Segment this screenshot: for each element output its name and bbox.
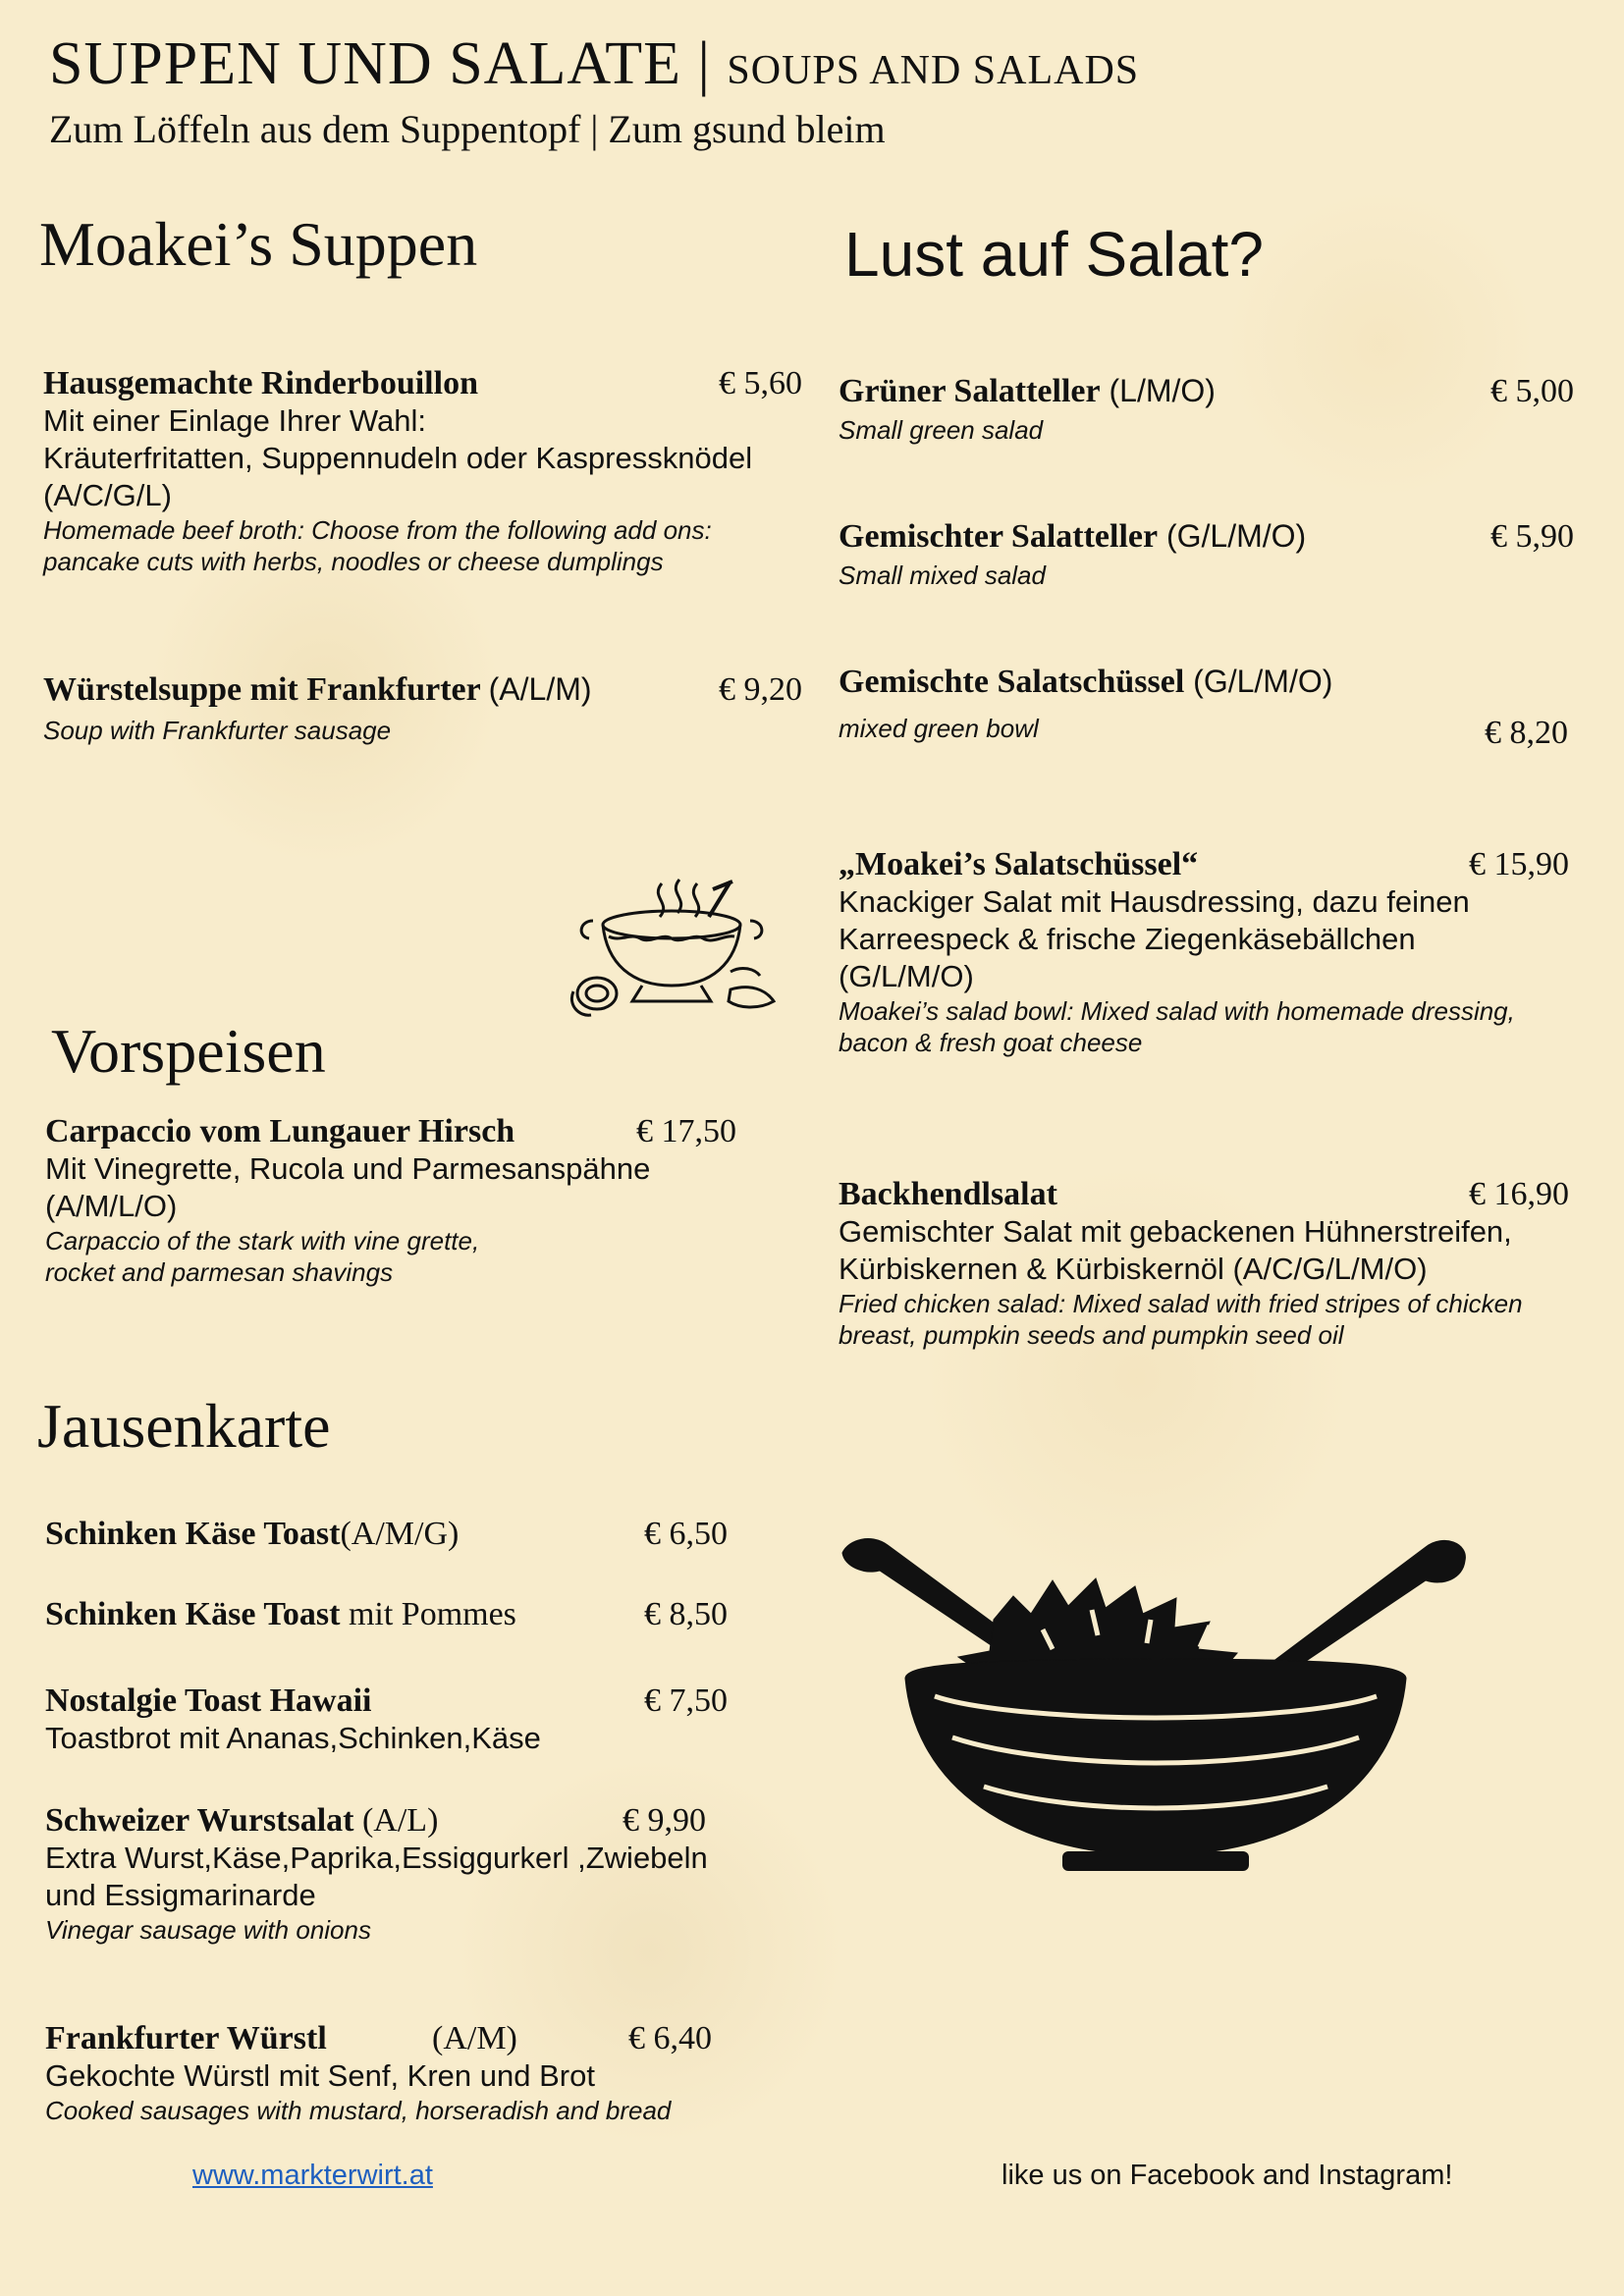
item-price: € 6,40 — [628, 2020, 712, 2056]
heading-salat: Lust auf Salat? — [844, 219, 1264, 290]
item-price: € 5,00 — [1490, 373, 1574, 409]
item-english: Soup with Frankfurter sausage — [43, 716, 392, 745]
item-price: € 6,50 — [644, 1516, 728, 1552]
item-english: Moakei’s salad bowl: Mixed salad with homemade dressing, bacon & fresh goat cheese — [839, 996, 1515, 1057]
item-price: € 5,60 — [719, 365, 802, 401]
soup-tureen-icon — [564, 874, 780, 1031]
item-name: Würstelsuppe mit Frankfurter (A/L/M) — [43, 671, 592, 708]
menu-item-frankfurter-wuerstl — [45, 2020, 791, 2126]
item-english: Vinegar sausage with onions — [45, 1915, 371, 1945]
title-english: SOUPS AND SALADS — [727, 48, 1140, 93]
menu-item-backhendlsalat — [839, 1176, 1585, 1351]
heading-vorspeisen: Vorspeisen — [51, 1016, 326, 1086]
menu-item-wurstsalat — [45, 1802, 791, 1946]
menu-item-carpaccio — [45, 1113, 791, 1288]
item-price: € 15,90 — [1469, 846, 1569, 882]
title-separator: | — [697, 30, 711, 97]
item-name: Frankfurter Würstl — [45, 2020, 327, 2056]
item-name: Schinken Käse Toast mit Pommes — [45, 1596, 516, 1632]
menu-item-schinken-kaese-toast — [45, 1516, 791, 1553]
item-name: Schweizer Wurstsalat (A/L) — [45, 1802, 439, 1839]
item-description: Toastbrot mit Ananas,Schinken,Käse — [45, 1721, 541, 1755]
item-price: € 9,20 — [719, 671, 802, 708]
menu-item-gruener-salatteller — [839, 373, 1585, 446]
menu-item-moakeis-salatschuessel — [839, 846, 1585, 1058]
item-english: mixed green bowl — [839, 714, 1039, 743]
item-name: Hausgemachte Rinderbouillon — [43, 365, 478, 401]
item-english: Small green salad — [839, 415, 1044, 445]
title-german: SUPPEN UND SALATE — [49, 30, 681, 97]
menu-item-toast-hawaii — [45, 1682, 791, 1757]
item-english: Small mixed salad — [839, 561, 1046, 590]
item-price: € 5,90 — [1490, 518, 1574, 555]
item-name: Schinken Käse Toast(A/M/G) — [45, 1516, 460, 1552]
salad-bowl-icon — [837, 1531, 1475, 1885]
item-english: Homemade beef broth: Choose from the following add ons: pancake cuts with herbs, noodles or cheese dumplings — [43, 515, 712, 576]
item-description: Mit Vinegrette, Rucola und Parmesanspähne (A/M/L/O) — [45, 1151, 651, 1223]
heading-jausenkarte: Jausenkarte — [37, 1391, 331, 1461]
item-price: € 8,50 — [644, 1596, 728, 1632]
page-title — [49, 29, 1139, 99]
website-link[interactable]: www.markterwirt.at — [192, 2160, 433, 2191]
item-english: Fried chicken salad: Mixed salad with fried stripes of chicken breast, pumpkin seeds and pumpkin seed oil — [839, 1289, 1523, 1350]
menu-item-gemischte-salatschuessel — [839, 664, 1585, 751]
item-price: € 16,90 — [1469, 1176, 1569, 1212]
item-name: Backhendlsalat — [839, 1176, 1057, 1212]
item-name: Grüner Salatteller (L/M/O) — [839, 373, 1216, 409]
item-description: Extra Wurst,Käse,Paprika,Essiggurkerl ,Zwiebeln und Essigmarinarde — [45, 1841, 708, 1912]
item-price: € 17,50 — [636, 1113, 736, 1149]
social-media-note: like us on Facebook and Instagram! — [1001, 2160, 1453, 2191]
item-name: Carpaccio vom Lungauer Hirsch — [45, 1113, 515, 1149]
menu-item-schinken-kaese-toast-pommes — [45, 1596, 791, 1633]
page-subtitle: Zum Löffeln aus dem Suppentopf | Zum gsund bleim — [49, 107, 886, 151]
item-price: € 9,90 — [623, 1802, 706, 1839]
item-description: Gemischter Salat mit gebackenen Hühnerstreifen, Kürbiskernen & Kürbiskernöl (A/C/G/L/M/O) — [839, 1214, 1512, 1286]
item-description: Mit einer Einlage Ihrer Wahl: Kräuterfritatten, Suppennudeln oder Kaspressknödel (A/C/G/L) — [43, 403, 753, 512]
item-name: Gemischte Salatschüssel (G/L/M/O) — [839, 664, 1333, 700]
item-english: Cooked sausages with mustard, horseradish and bread — [45, 2096, 672, 2125]
menu-item-rinderbouillon — [43, 365, 819, 577]
menu-item-gemischter-salatteller — [839, 518, 1585, 591]
item-price: € 8,20 — [1485, 715, 1568, 751]
item-allergens: (A/M) — [432, 2020, 517, 2056]
heading-suppen: Moakei’s Suppen — [39, 209, 478, 279]
item-english: Carpaccio of the stark with vine grette, rocket and parmesan shavings — [45, 1226, 480, 1287]
menu-item-wuerstelsuppe — [43, 671, 819, 746]
item-price: € 7,50 — [644, 1682, 728, 1719]
item-name: Nostalgie Toast Hawaii — [45, 1682, 372, 1719]
item-description: Gekochte Würstl mit Senf, Kren und Brot — [45, 2058, 595, 2093]
item-name: „Moakei’s Salatschüssel“ — [839, 846, 1199, 882]
item-name: Gemischter Salatteller (G/L/M/O) — [839, 518, 1307, 555]
item-description: Knackiger Salat mit Hausdressing, dazu feinen Karreespeck & frische Ziegenkäsebällchen (G/L/M/O) — [839, 884, 1470, 993]
